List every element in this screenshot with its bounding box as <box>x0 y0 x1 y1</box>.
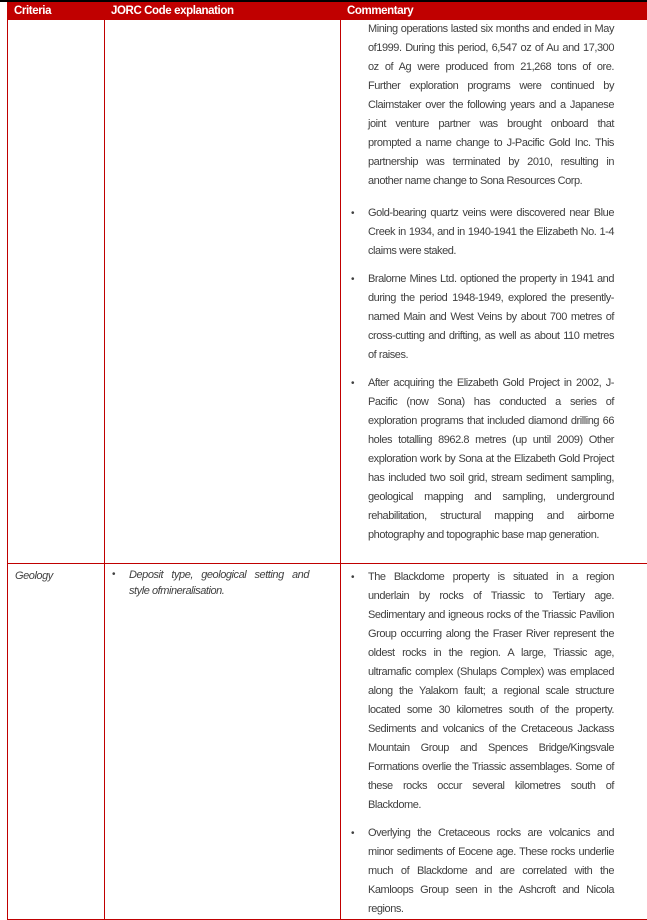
commentary-bullet: • The Blackdome property is situated in a region underlain by rocks of Triassic to Tertiary age. Sedimentary and igneous rocks of the Triassic Pavilion Group occurring along the Fraser River represent the oldest rocks in the region. A large, Triassic age, ultramafic complex (Shulaps Complex) was emplaced along the Yalakom fault; a regional scale structure located some 30 kilometres south of the property. Sediments and volcanics of the Cretaceous Jackass Mountain Group and Spences Bridge/Kingsvale Formations overlie the Triassic assemblages. Some of these rocks occur several kilometres south of Blackdome. <box>368 568 614 815</box>
commentary-cell <box>341 563 647 919</box>
header-criteria: Criteria <box>8 2 105 20</box>
criteria-cell: Geology <box>8 563 105 919</box>
explanation-cell <box>105 563 341 919</box>
commentary-bullet: • Gold-bearing quartz veins were discovered near Blue Creek in 1934, and in 1940-1941 the Elizabeth No. 1-4 claims were staked. <box>368 204 614 261</box>
criteria-cell <box>8 20 105 563</box>
commentary-bullet: • After acquiring the Elizabeth Gold Project in 2002, J-Pacific (now Sona) has conducted a series of exploration programs that included diamond drilling 66 holes totalling 8962.8 metres (up until 2009) Other exploration work by Sona at the Elizabeth Gold Project has included two soil grid, stream sediment sampling, geological mapping and sampling, underground rehabilitation, structural mapping and airborne photography and topographic base map generation. <box>368 374 614 545</box>
header-commentary: Commentary <box>341 2 647 20</box>
table-row <box>8 563 647 919</box>
jorc-table <box>7 2 647 920</box>
commentary-cell <box>341 20 647 563</box>
header-row <box>8 2 647 20</box>
commentary-bullet: • Bralorne Mines Ltd. optioned the property in 1941 and during the period 1948-1949, explored the presently-named Main and West Veins by about 700 metres of cross-cutting and drifting, as well as about 110 metres of raises. <box>368 270 614 365</box>
explanation-bullet: • Deposit type, geological setting and style ofmineralisation. <box>129 567 309 599</box>
explanation-cell <box>105 20 341 563</box>
header-explanation: JORC Code explanation <box>105 2 341 20</box>
table-row <box>8 20 647 563</box>
commentary-paragraph: Mining operations lasted six months and ended in May of1999. During this period, 6,547 oz of Au and 17,300 oz of Ag were produced from 21,268 tons of ore. Further exploration programs were continued by Claimstaker over the following years and a Japanese joint venture partner was brought onboard that prompted a name change to J-Pacific Gold Inc. This partnership was terminated by 2010, resulting in another name change to Sona Resources Corp. <box>368 20 614 191</box>
commentary-bullet: • Overlying the Cretaceous rocks are volcanics and minor sediments of Eocene age. These rocks underlie much of Blackdome and are correlated with the Kamloops Group seen in the Ashcroft and Nicola regions. <box>368 824 614 919</box>
